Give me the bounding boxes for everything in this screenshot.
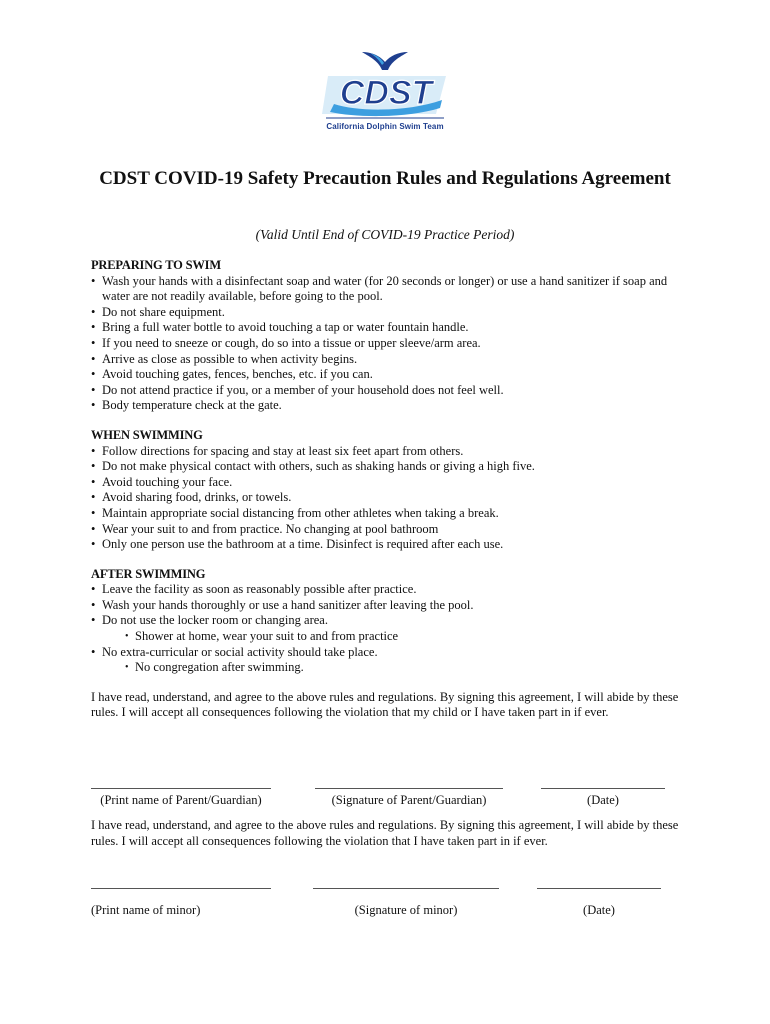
rules-content bbox=[91, 258, 691, 721]
minor-agreement-text: I have read, understand, and agree to the above rules and regulations. By signing this agreement, I will abide by these rules. I will accept all consequences following the violation that I have taken part in if ever. bbox=[91, 818, 679, 848]
section-heading: AFTER SWIMMING bbox=[91, 566, 206, 581]
list-item: • Wash your hands with a disinfectant soap and water (for 20 seconds or longer) or use a hand sanitizer if soap and water are not readily available, before going to the pool. bbox=[91, 274, 691, 305]
minor-print-name-label: (Print name of minor) bbox=[91, 903, 201, 917]
list-item: • Bring a full water bottle to avoid touching a tap or water fountain handle. bbox=[91, 320, 691, 336]
signature-line[interactable] bbox=[313, 876, 499, 889]
list-item: • Avoid touching gates, fences, benches, etc. if you can. bbox=[91, 367, 691, 383]
minor-signature-label: (Signature of minor) bbox=[354, 903, 458, 917]
list-item: • Leave the facility as soon as reasonably possible after practice. bbox=[91, 582, 691, 598]
parent-date-field[interactable] bbox=[541, 776, 665, 808]
list-item: • Wash your hands thoroughly or use a hand sanitizer after leaving the pool. bbox=[91, 598, 691, 614]
list-item: • Avoid sharing food, drinks, or towels. bbox=[91, 490, 691, 506]
minor-print-name-field[interactable] bbox=[91, 876, 271, 918]
list-item: • Only one person use the bathroom at a time. Disinfect is required after each use. bbox=[91, 537, 691, 553]
rules-list bbox=[91, 582, 691, 676]
list-item: • Do not make physical contact with others, such as shaking hands or giving a high five. bbox=[91, 459, 691, 475]
list-item: • Do not attend practice if you, or a member of your household does not feel well. bbox=[91, 383, 691, 399]
logo-subtitle: California Dolphin Swim Team bbox=[326, 122, 444, 131]
list-item: • Avoid touching your face. bbox=[91, 475, 691, 491]
signature-line[interactable] bbox=[91, 876, 271, 889]
section-when-swimming bbox=[91, 428, 691, 553]
list-item: • Do not share equipment. bbox=[91, 305, 691, 321]
minor-date-label: (Date) bbox=[583, 903, 615, 917]
list-item: • Arrive as close as possible to when activity begins. bbox=[91, 352, 691, 368]
list-item: • Wear your suit to and from practice. No changing at pool bathroom bbox=[91, 522, 691, 538]
section-heading: WHEN SWIMMING bbox=[91, 427, 203, 442]
minor-agreement bbox=[91, 818, 691, 849]
page-title: CDST COVID-19 Safety Precaution Rules and Regulations Agreement bbox=[99, 168, 671, 189]
list-item: • Do not use the locker room or changing area. bbox=[91, 613, 691, 629]
minor-signature-field[interactable] bbox=[313, 876, 499, 918]
signature-line[interactable] bbox=[537, 876, 661, 889]
parent-agreement-text: I have read, understand, and agree to the above rules and regulations. By signing this agreement, I will abide by these rules. I will accept all consequences following the violation that my child or I have taken part in if ever. bbox=[91, 689, 679, 720]
minor-date-field[interactable] bbox=[537, 876, 661, 918]
list-item: • If you need to sneeze or cough, do so into a tissue or upper sleeve/arm area. bbox=[91, 336, 691, 352]
section-preparing bbox=[91, 258, 691, 414]
list-item: • Follow directions for spacing and stay at least six feet apart from others. bbox=[91, 444, 691, 460]
section-after-swimming bbox=[91, 567, 691, 676]
signature-line[interactable] bbox=[541, 776, 665, 789]
parent-print-name-field[interactable] bbox=[91, 776, 271, 808]
sub-list-item: • No congregation after swimming. bbox=[91, 660, 691, 676]
list-item: • Body temperature check at the gate. bbox=[91, 398, 691, 414]
list-item: • Maintain appropriate social distancing from other athletes when taking a break. bbox=[91, 506, 691, 522]
parent-date-label: (Date) bbox=[587, 793, 619, 807]
rules-list bbox=[91, 274, 691, 414]
signature-line[interactable] bbox=[91, 776, 271, 789]
minor-signature-row bbox=[91, 876, 681, 917]
list-item: • No extra-curricular or social activity should take place. bbox=[91, 645, 691, 661]
sub-list-item: • Shower at home, wear your suit to and from practice bbox=[91, 629, 691, 645]
page-subtitle: (Valid Until End of COVID-19 Practice Period) bbox=[255, 227, 515, 242]
parent-signature-label: (Signature of Parent/Guardian) bbox=[331, 793, 487, 807]
parent-signature-row bbox=[91, 776, 681, 806]
parent-print-name-label: (Print name of Parent/Guardian) bbox=[100, 793, 262, 807]
rules-list bbox=[91, 444, 691, 553]
signature-line[interactable] bbox=[315, 776, 503, 789]
team-logo bbox=[318, 48, 452, 138]
logo-letters: CDST bbox=[339, 74, 433, 112]
parent-signature-field[interactable] bbox=[315, 776, 503, 808]
section-heading: PREPARING TO SWIM bbox=[91, 258, 221, 272]
